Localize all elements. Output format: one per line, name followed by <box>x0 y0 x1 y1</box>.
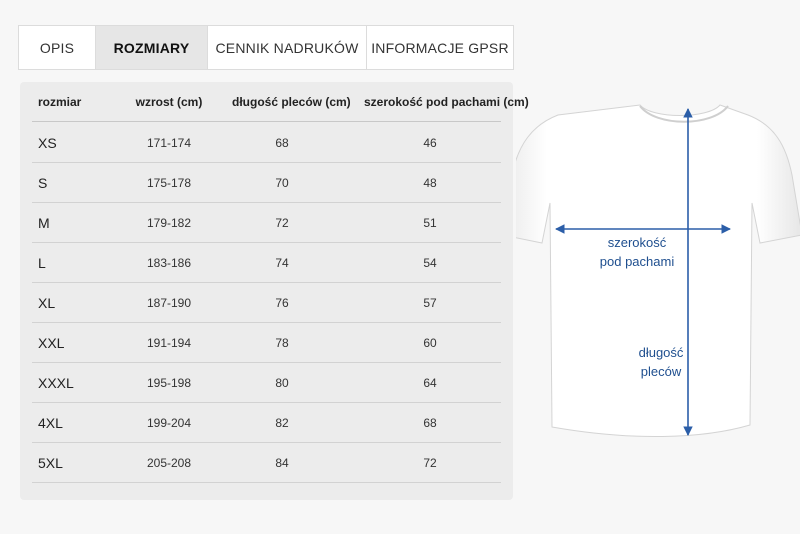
table-row <box>32 363 501 403</box>
cell-back-length: 78 <box>275 335 289 350</box>
header-armpit-width: szerokość pod pachami (cm) <box>364 94 529 109</box>
cell-height: 205-208 <box>146 455 192 470</box>
cell-armpit-width: 51 <box>423 215 437 230</box>
cell-back-length: 84 <box>275 455 289 470</box>
cell-armpit-width: 54 <box>423 255 437 270</box>
cell-height: 183-186 <box>146 255 192 270</box>
armpit-width-label-line2: pod pachami <box>599 254 675 269</box>
cell-height: 171-174 <box>146 135 192 150</box>
cell-size: XS <box>38 134 57 151</box>
cell-size: M <box>38 214 50 231</box>
cell-height: 191-194 <box>146 335 192 350</box>
table-row <box>32 283 501 323</box>
cell-size: 4XL <box>38 414 63 431</box>
back-length-label <box>626 343 696 381</box>
cell-size: 5XL <box>38 454 63 471</box>
cell-armpit-width: 57 <box>423 295 437 310</box>
table-row <box>32 243 501 283</box>
cell-height: 175-178 <box>146 175 192 190</box>
cell-back-length: 76 <box>275 295 289 310</box>
table-row <box>32 123 501 163</box>
tab-bar <box>18 25 514 70</box>
cell-armpit-width: 46 <box>423 135 437 150</box>
cell-size: XXL <box>38 334 65 351</box>
cell-size: L <box>38 254 46 271</box>
size-table-header <box>32 82 529 122</box>
cell-back-length: 72 <box>275 215 289 230</box>
cell-armpit-width: 48 <box>423 175 437 190</box>
cell-back-length: 82 <box>275 415 289 430</box>
size-table <box>20 82 529 500</box>
tab-cennik-nadrukow[interactable]: CENNIK NADRUKÓW <box>208 26 367 69</box>
table-row <box>32 323 501 363</box>
cell-back-length: 80 <box>275 375 289 390</box>
cell-height: 179-182 <box>146 215 192 230</box>
cell-height: 187-190 <box>146 295 192 310</box>
cell-armpit-width: 64 <box>423 375 437 390</box>
cell-back-length: 74 <box>275 255 289 270</box>
cell-armpit-width: 68 <box>423 415 437 430</box>
tab-opis[interactable]: OPIS <box>19 26 96 69</box>
tshirt-icon <box>516 85 800 465</box>
tab-rozmiary[interactable]: ROZMIARY <box>96 26 208 69</box>
tab-informacje-gpsr[interactable]: INFORMACJE GPSR <box>371 39 509 56</box>
header-height: wzrost (cm) <box>135 94 203 109</box>
cell-size: S <box>38 174 48 191</box>
cell-armpit-width: 72 <box>423 455 437 470</box>
header-size: rozmiar <box>38 94 82 109</box>
cell-armpit-width: 60 <box>423 335 437 350</box>
cell-height: 199-204 <box>146 415 192 430</box>
armpit-width-label-line1: szerokość <box>607 235 667 250</box>
back-length-label-line1: długość <box>638 345 684 360</box>
cell-size: XXXL <box>38 374 74 391</box>
cell-height: 195-198 <box>146 375 192 390</box>
table-row <box>32 443 501 483</box>
header-back-length: długość pleców (cm) <box>232 94 351 109</box>
tshirt-diagram <box>516 85 800 465</box>
cell-back-length: 68 <box>275 135 289 150</box>
table-row <box>32 163 501 203</box>
table-row <box>32 403 501 443</box>
cell-size: XL <box>38 294 56 311</box>
cell-back-length: 70 <box>275 175 289 190</box>
table-row <box>32 203 501 243</box>
armpit-width-label <box>582 233 692 271</box>
back-length-label-line2: pleców <box>640 364 682 379</box>
